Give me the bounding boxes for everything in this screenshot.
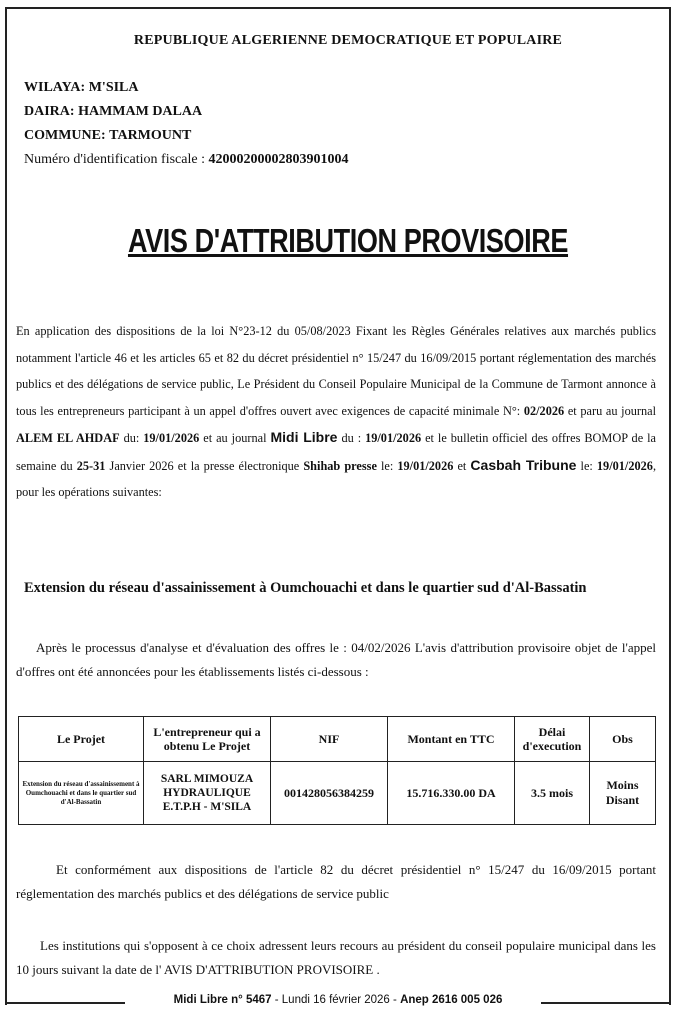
conformity-paragraph: Et conformément aux dispositions de l'article 82 du décret présidentiel n° 15/247 du 16/09/2015 portant réglementation des marchés publics et des délégations de service public [16,862,656,901]
footer-anep: Anep 2616 005 026 [400,994,503,1006]
cell-nif: 001428056384259 [271,762,388,825]
journal-2: Midi Libre [270,429,338,445]
week-range: 25-31 [76,458,106,473]
press-2: Casbah Tribune [470,456,577,473]
header-delay: Délai d'execution [515,717,590,762]
intro-text-1: En application des dispositions de la loi N°23-12 du 05/08/2023 Fixant les Règles Générales relatives aux marchés publics notamment l'article 46 et les articles 65 et 82 du décret présidentiel n° 15/247 du 16/09/2015 portant réglementation des marchés publics et des délégations de service public, Le Président du Conseil Populaire Municipal de la Commune de Tarmont annonce à tous les entrepreneurs participant à un appel d'offres ouvert avec exigences de capacité minimale N°: [16,324,656,418]
table-header-row [19,717,656,762]
press-1: Shihab presse [303,458,377,473]
intro-text-2: et paru au journal [567,403,656,418]
operation-title: Extension du réseau d'assainissement à Oumchouachi et dans le quartier sud d'Al-Bassatin [24,580,587,596]
recourse-paragraph: Les institutions qui s'opposent à ce choix adressent leurs recours au président du conseil populaire municipal dans les 10 jours suivant la date de l' AVIS D'ATTRIBUTION PROVISOIRE . [16,938,656,977]
header-entrepreneur: L'entrepreneur qui a obtenu Le Projet [144,717,271,762]
footer-paper: Midi Libre n° 5467 [173,994,272,1006]
nif-line [24,148,348,172]
daira-line [24,100,348,124]
cell-amount: 15.716.330.00 DA [388,762,515,825]
intro-text-8: le: [380,458,394,473]
evaluation-paragraph: Après le processus d'analyse et d'évaluation des offres le : 04/02/2026 L'avis d'attribution provisoire objet de l'appel d'offres ont été annoncées pour les établissements listés ci-dessous : [16,640,656,679]
wilaya-label: WILAYA: [24,80,86,95]
republic-header: REPUBLIQUE ALGERIENNE DEMOCRATIQUE ET POPULAIRE [133,33,563,48]
commune-value: TARMOUNT [109,128,192,143]
journal-1: ALEM EL AHDAF [16,431,120,445]
cell-obs: Moins Disant [590,762,656,825]
intro-paragraph [16,318,656,506]
wilaya-line [24,76,348,100]
intro-text-7: Janvier 2026 et la presse électronique [109,458,300,473]
intro-text-9: et [457,458,467,473]
intro-text-5: du : [341,431,362,445]
header-obs: Obs [590,717,656,762]
header-project: Le Projet [19,717,144,762]
wilaya-value: M'SILA [88,80,139,95]
intro-text-4: et au journal [203,431,267,445]
footer-text [5,994,671,1006]
date-2: 19/01/2026 [365,431,422,445]
intro-text-11: , pour les opérations suivantes: [16,458,657,499]
header-nif: NIF [271,717,388,762]
commune-line [24,124,348,148]
date-1: 19/01/2026 [143,431,200,445]
daira-value: HAMMAM DALAA [78,104,203,119]
date-3: 19/01/2026 [397,458,454,473]
daira-label: DAIRA: [24,104,75,119]
intro-text-3: du: [123,431,140,445]
cell-project: Extension du réseau d'assainissement à Oumchouachi et dans le quartier sud d'Al-Bassatin [19,762,144,825]
cell-entrepreneur: SARL MIMOUZA HYDRAULIQUE E.T.P.H - M'SILA [144,762,271,825]
intro-text-10: le: [580,458,593,473]
date-4: 19/01/2026 [596,458,653,473]
header-amount: Montant en TTC [388,717,515,762]
award-table [18,716,656,825]
footer [5,994,671,1010]
commune-label: COMMUNE: [24,128,106,143]
nif-label: Numéro d'identification fiscale : [24,152,205,167]
page-title: AVIS D'ATTRIBUTION PROVISOIRE [127,222,569,259]
table-row [19,762,656,825]
offer-number: 02/2026 [523,403,565,418]
nif-value: 42000200002803901004 [208,152,349,167]
cell-delay: 3.5 mois [515,762,590,825]
admin-block [24,76,348,172]
intro-text-6: et le bulletin officiel des offres BOMOP de la semaine du [16,431,657,473]
footer-date: - Lundi 16 février 2026 - [274,994,397,1006]
